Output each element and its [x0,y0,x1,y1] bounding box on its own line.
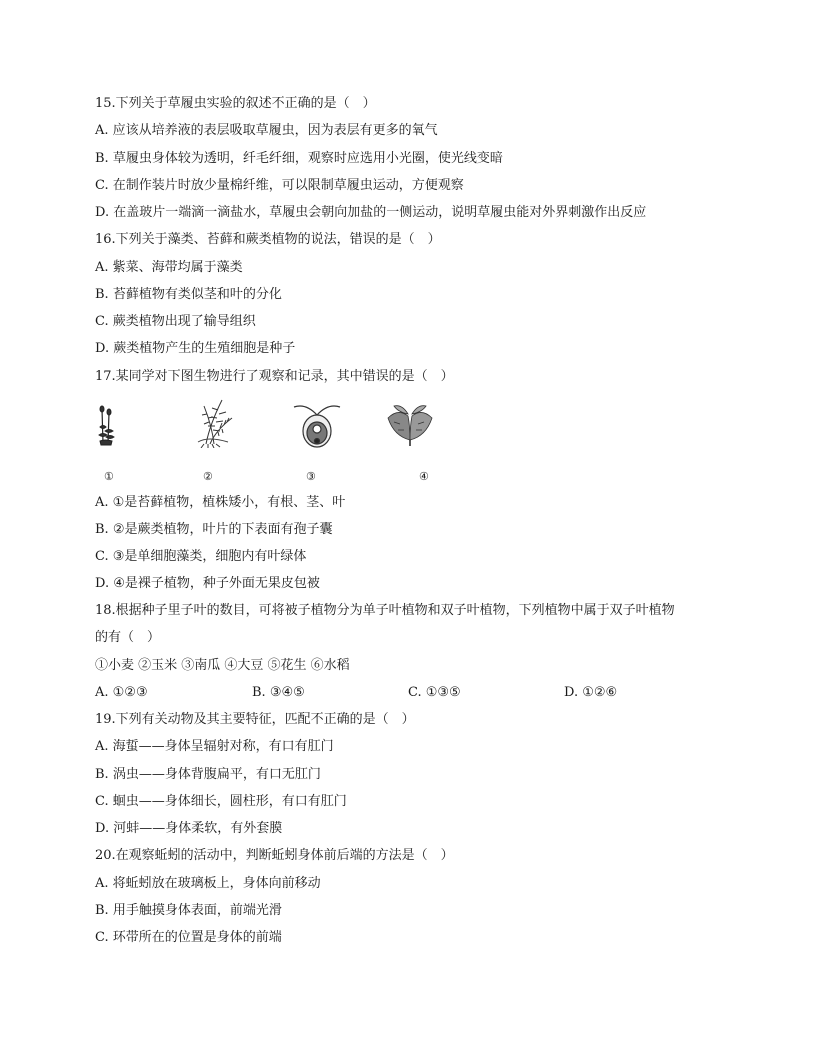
q16-option-c: C. 蕨类植物出现了输导组织 [95,314,256,329]
q17-option-a: A. ①是苔藓植物，植株矮小，有根、茎、叶 [95,495,346,510]
q18-option-a: A. ①②③ [95,685,148,700]
q16-option-a: A. 紫菜、海带均属于藻类 [95,260,243,275]
q18-option-d: D. ①②⑥ [564,685,618,700]
q18-stem-line2: 的有（ ） [95,630,161,645]
q15-option-b: B. 草履虫身体较为透明，纤毛纤细，观察时应选用小光圈，使光线变暗 [95,151,503,166]
q20-option-a: A. 将蚯蚓放在玻璃板上，身体向前移动 [95,876,321,891]
q15-option-d: D. 在盖玻片一端滴一滴盐水，草履虫会朝向加盐的一侧运动，说明草履虫能对外界刺激作出反应 [95,205,647,220]
q15-option-c: C. 在制作装片时放少量棉纤维，可以限制草履虫运动，方便观察 [95,178,464,193]
q18-option-b: B. ③④⑤ [252,685,305,700]
q16-option-d: D. 蕨类植物产生的生殖细胞是种子 [95,341,296,356]
q19-option-b: B. 涡虫——身体背腹扁平，有口无肛门 [95,767,321,782]
q20-option-c: C. 环带所在的位置是身体的前端 [95,930,282,945]
figure-label-4: ④ [419,470,429,483]
q17-option-c: C. ③是单细胞藻类，细胞内有叶绿体 [95,549,307,564]
q19-stem: 19.下列有关动物及其主要特征，匹配不正确的是（ ） [95,712,415,727]
q19-option-a: A. 海蜇——身体呈辐射对称，有口有肛门 [95,739,334,754]
q16-stem: 16.下列关于藻类、苔藓和蕨类植物的说法，错误的是（ ） [95,232,441,247]
q17-stem: 17.某同学对下图生物进行了观察和记录，其中错误的是（ ） [95,369,454,384]
q19-option-d: D. 河蚌——身体柔软，有外套膜 [95,821,283,836]
fern-frond-icon [192,396,236,448]
q16-option-b: B. 苔藓植物有类似茎和叶的分化 [95,287,282,302]
figure-label-1: ① [104,470,114,483]
ginkgo-leaf-icon [384,402,436,446]
moss-plant-icon [96,403,118,447]
q19-option-c: C. 蛔虫——身体细长，圆柱形，有口有肛门 [95,794,347,809]
figure-label-2: ② [203,470,213,483]
q15-stem: 15.下列关于草履虫实验的叙述不正确的是（ ） [95,96,376,111]
q17-option-b: B. ②是蕨类植物，叶片的下表面有孢子囊 [95,522,333,537]
q15-option-a: A. 应该从培养液的表层吸取草履虫，因为表层有更多的氧气 [95,123,438,138]
q18-option-c: C. ①③⑤ [408,685,461,700]
q18-stem-line1: 18.根据种子里子叶的数目，可将被子植物分为单子叶植物和双子叶植物，下列植物中属于双子叶植物 [95,603,675,618]
q20-option-b: B. 用手触摸身体表面，前端光滑 [95,903,282,918]
q17-option-d: D. ④是裸子植物，种子外面无果皮包被 [95,576,320,591]
figure-label-3: ③ [306,470,316,483]
q18-plant-list: ①小麦 ②玉米 ③南瓜 ④大豆 ⑤花生 ⑥水稻 [95,658,350,673]
q20-stem: 20.在观察蚯蚓的活动中，判断蚯蚓身体前后端的方法是（ ） [95,848,454,863]
chlamydomonas-cell-icon [290,403,344,449]
